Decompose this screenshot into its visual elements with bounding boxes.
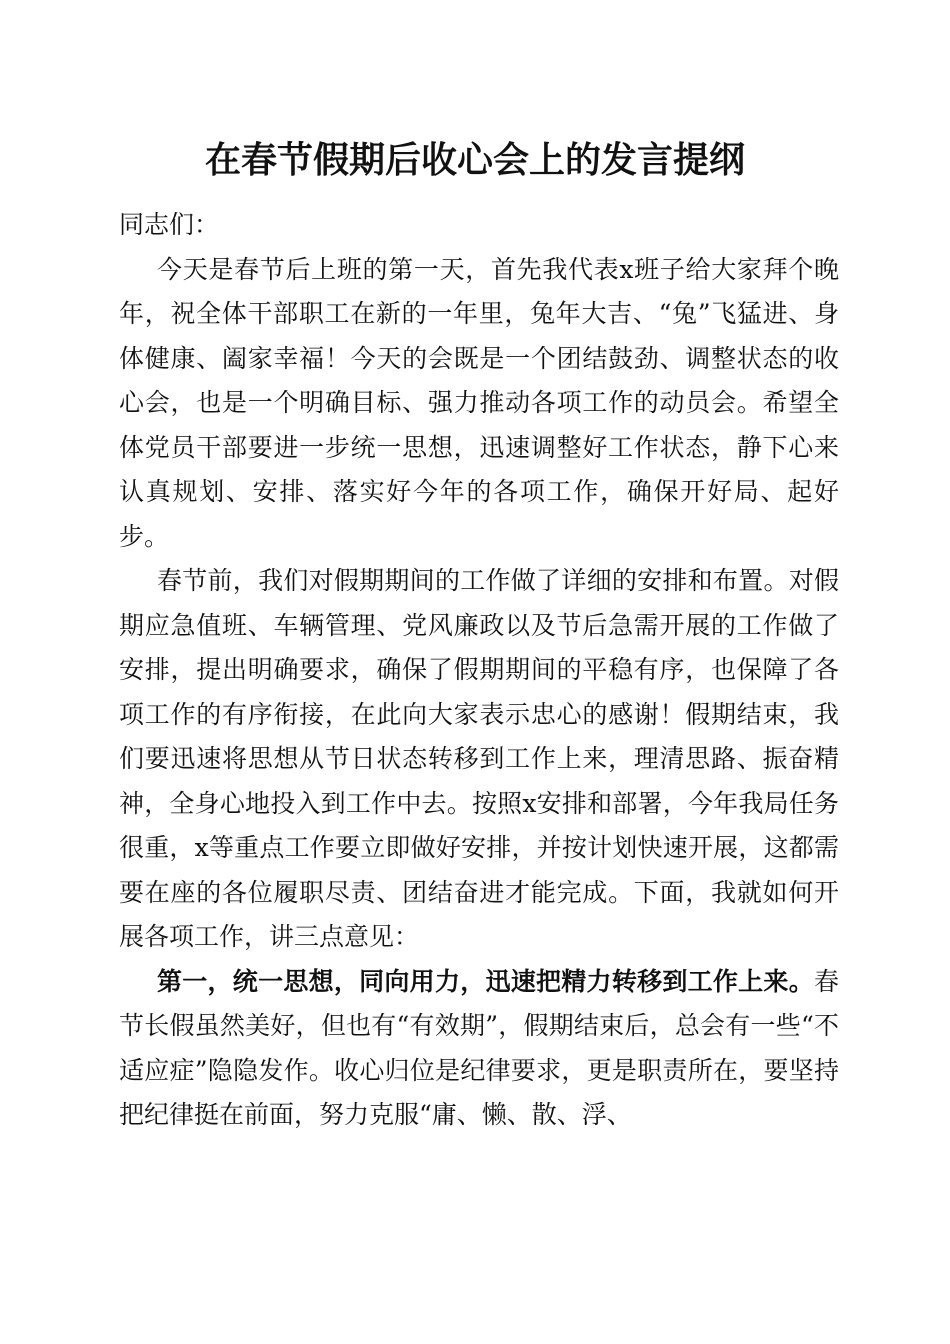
- document-title: 在春节假期后收心会上的发言提纲: [204, 139, 745, 181]
- paragraph-text: 春节长假虽然美好，但也有“有效期”，假期结束后，总会有一些“不适应症”隐隐发作。收心归位是纪律要求，更是职责所在，要坚持把纪律挺在前面，努力克服“庸、懒、散、浮、: [119, 966, 839, 1129]
- paragraph-text: 今天是春节后上班的第一天，首先我代表x班子给大家拜个晚年，祝全体干部职工在新的一年里，兔年大吉、“兔”飞猛进、身体健康、阖家幸福！今天的会既是一个团结鼓劲、调整状态的收心会，也是一个明确目标、强力推动各项工作的动员会。希望全体党员干部要进一步统一思想，迅速调整好工作状态，静下心来认真规划、安排、落实好今年的各项工作，确保开好局、起好步。: [119, 254, 839, 551]
- paragraph-review: [119, 559, 839, 960]
- document-body: [119, 203, 839, 1138]
- salutation: 同志们：: [119, 210, 220, 239]
- paragraph-text: 春节前，我们对假期期间的工作做了详细的安排和布置。对假期应急值班、车辆管理、党风廉政以及节后急需开展的工作做了安排，提出明确要求，确保了假期期间的平稳有序，也保障了各项工作的有序衔接，在此向大家表示忠心的感谢！假期结束，我们要迅速将思想从节日状态转移到工作上来，理清思路、振奋精神，全身心地投入到工作中去。按照x安排和部署，今年我局任务很重，x等重点工作要立即做好安排，并按计划快速开展，这都需要在座的各位履职尽责、团结奋进才能完成。下面，我就如何开展各项工作，讲三点意见：: [119, 566, 839, 951]
- section-heading: 第一，统一思想，同向用力，迅速把精力转移到工作上来。: [157, 966, 814, 996]
- paragraph-point-one: [119, 960, 839, 1138]
- paragraph-opening: [119, 248, 839, 560]
